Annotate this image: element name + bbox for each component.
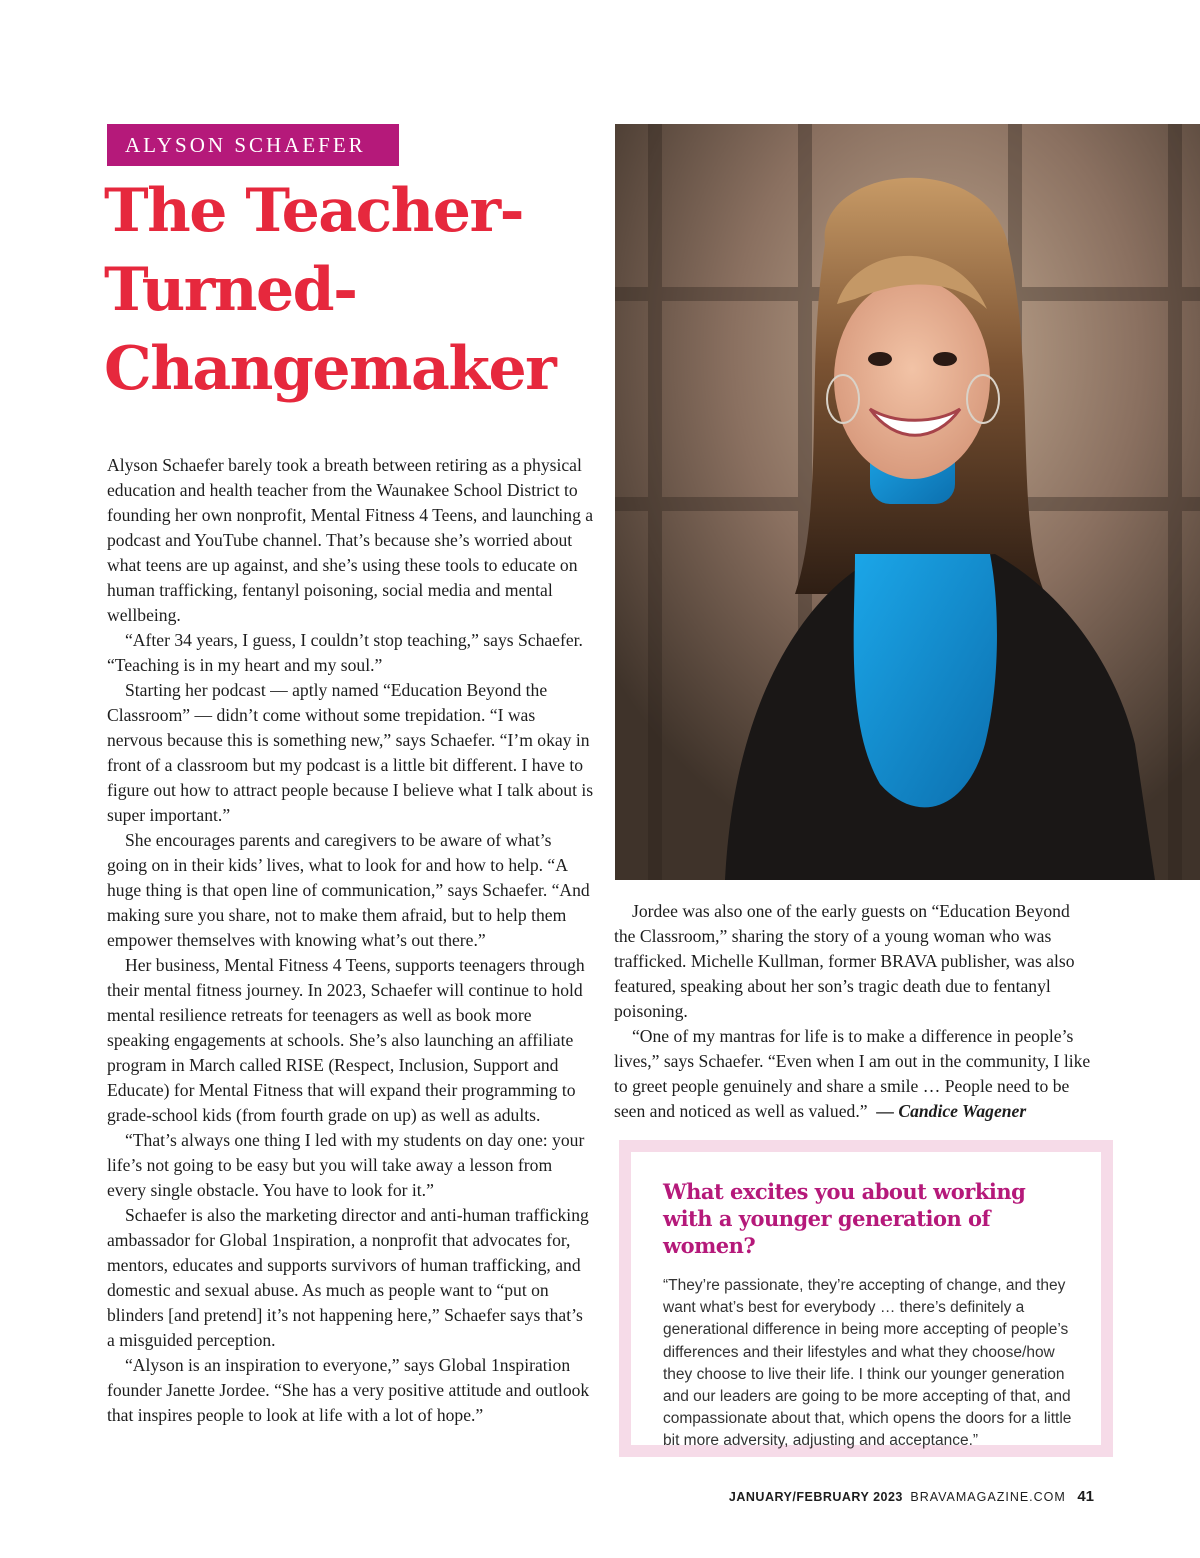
page-footer <box>729 1488 1094 1505</box>
headline-line: Changemaker <box>104 334 556 404</box>
paragraph <box>614 1024 1094 1124</box>
headline-line: Turned- <box>104 255 357 325</box>
qa-sidebar-inner <box>631 1152 1101 1450</box>
paragraph: Jordee was also one of the early guests on “Education Beyond the Classroom,” sharing the story of a young woman who was trafficked. Michelle Kullman, former BRAVA publisher, was also featured, speaking about her son’s tragic death due to fentanyl poisoning. <box>614 901 1075 1021</box>
paragraph-text: “One of my mantras for life is to make a difference in people’s lives,” says Schaefer. “Even when I am out in the community, I like to greet people genuinely and share a smile … People need to be seen and noticed as well as valued.” <box>614 1026 1091 1121</box>
paragraph: Her business, Mental Fitness 4 Teens, supports teenagers through their mental fitness journey. In 2023, Schaefer will continue to hold mental resilience retreats for teenagers as well as book more speaking engagements at schools. She’s also launching an affiliate program in March called RISE (Respect, Inclusion, Support and Educate) for Mental Fitness that will expand their programming to grade-school kids (from fourth grade on up) as well as adults. <box>107 955 585 1125</box>
paragraph: “After 34 years, I guess, I couldn’t stop teaching,” says Schaefer. “Teaching is in my heart and my soul.” <box>107 630 583 675</box>
paragraph: “Alyson is an inspiration to everyone,” says Global 1nspiration founder Janette Jordee. “She has a very positive attitude and outlook that inspires people to look at life with a lot of hope.” <box>107 1355 590 1425</box>
sidebar-question: What excites you about working with a younger generation of women? <box>663 1179 1026 1258</box>
headline-line: The Teacher- <box>104 176 523 246</box>
portrait-photo <box>615 124 1200 880</box>
paragraph: She encourages parents and caregivers to be aware of what’s going on in their kids’ lives, what to look for and how to help. “A huge thing is that open line of communication,” says Schaefer. “And making sure you share, not to make them afraid, but to help them empower themselves with knowing what’s out there.” <box>107 830 590 950</box>
article-headline <box>104 172 604 409</box>
article-body-right <box>614 899 1094 1124</box>
paragraph: Starting her podcast — aptly named “Education Beyond the Classroom” — didn’t come without some trepidation. “I was nervous because this is something new,” says Schaefer. “I’m okay in front of a classroom but my podcast is a little bit different. I have to figure out how to attract people because I believe what I talk about is super important.” <box>107 680 594 825</box>
paragraph: Schaefer is also the marketing director and anti-human trafficking ambassador for Global 1nspiration, a nonprofit that advocates for, mentors, educates and supports survivors of human trafficking, and domestic and sexual abuse. As much as people want to “put on blinders [and pretend] it’s not happening here,” Schaefer says that’s a misguided perception. <box>107 1205 589 1350</box>
issue-date: JANUARY/FEBRUARY 2023 <box>728 1490 903 1504</box>
section-kicker: ALYSON SCHAEFER <box>107 124 399 166</box>
paragraph: “That’s always one thing I led with my students on day one: your life’s not going to be easy but you will take away a lesson from every single obstacle. You have to look for it.” <box>107 1130 585 1200</box>
sidebar-answer: “They’re passionate, they’re accepting of change, and they want what’s best for everybody … there’s definitely a generational difference in being more accepting of people’s differences and their lifestyles and what they choose/how they choose to live their life. I think our younger generation and our leaders are going to be more accepting of that, and compassionate about that, which opens the doors for a little bit more adversity, adjusting and acceptance.” <box>663 1277 1072 1450</box>
website-url: BRAVAMAGAZINE.COM <box>910 1490 1066 1504</box>
paragraph: Alyson Schaefer barely took a breath between retiring as a physical education and health teacher from the Waunakee School District to founding her own nonprofit, Mental Fitness 4 Teens, and launching a podcast and YouTube channel. That’s because she’s worried about what teens are up against, and she’s using these tools to educate on human trafficking, fentanyl poisoning, social media and mental wellbeing. <box>107 455 594 625</box>
article-body-left <box>107 453 595 1428</box>
portrait-illustration <box>615 124 1200 880</box>
byline: — Candice Wagener <box>876 1101 1027 1121</box>
qa-sidebar <box>619 1140 1113 1457</box>
page-number: 41 <box>1077 1488 1094 1505</box>
